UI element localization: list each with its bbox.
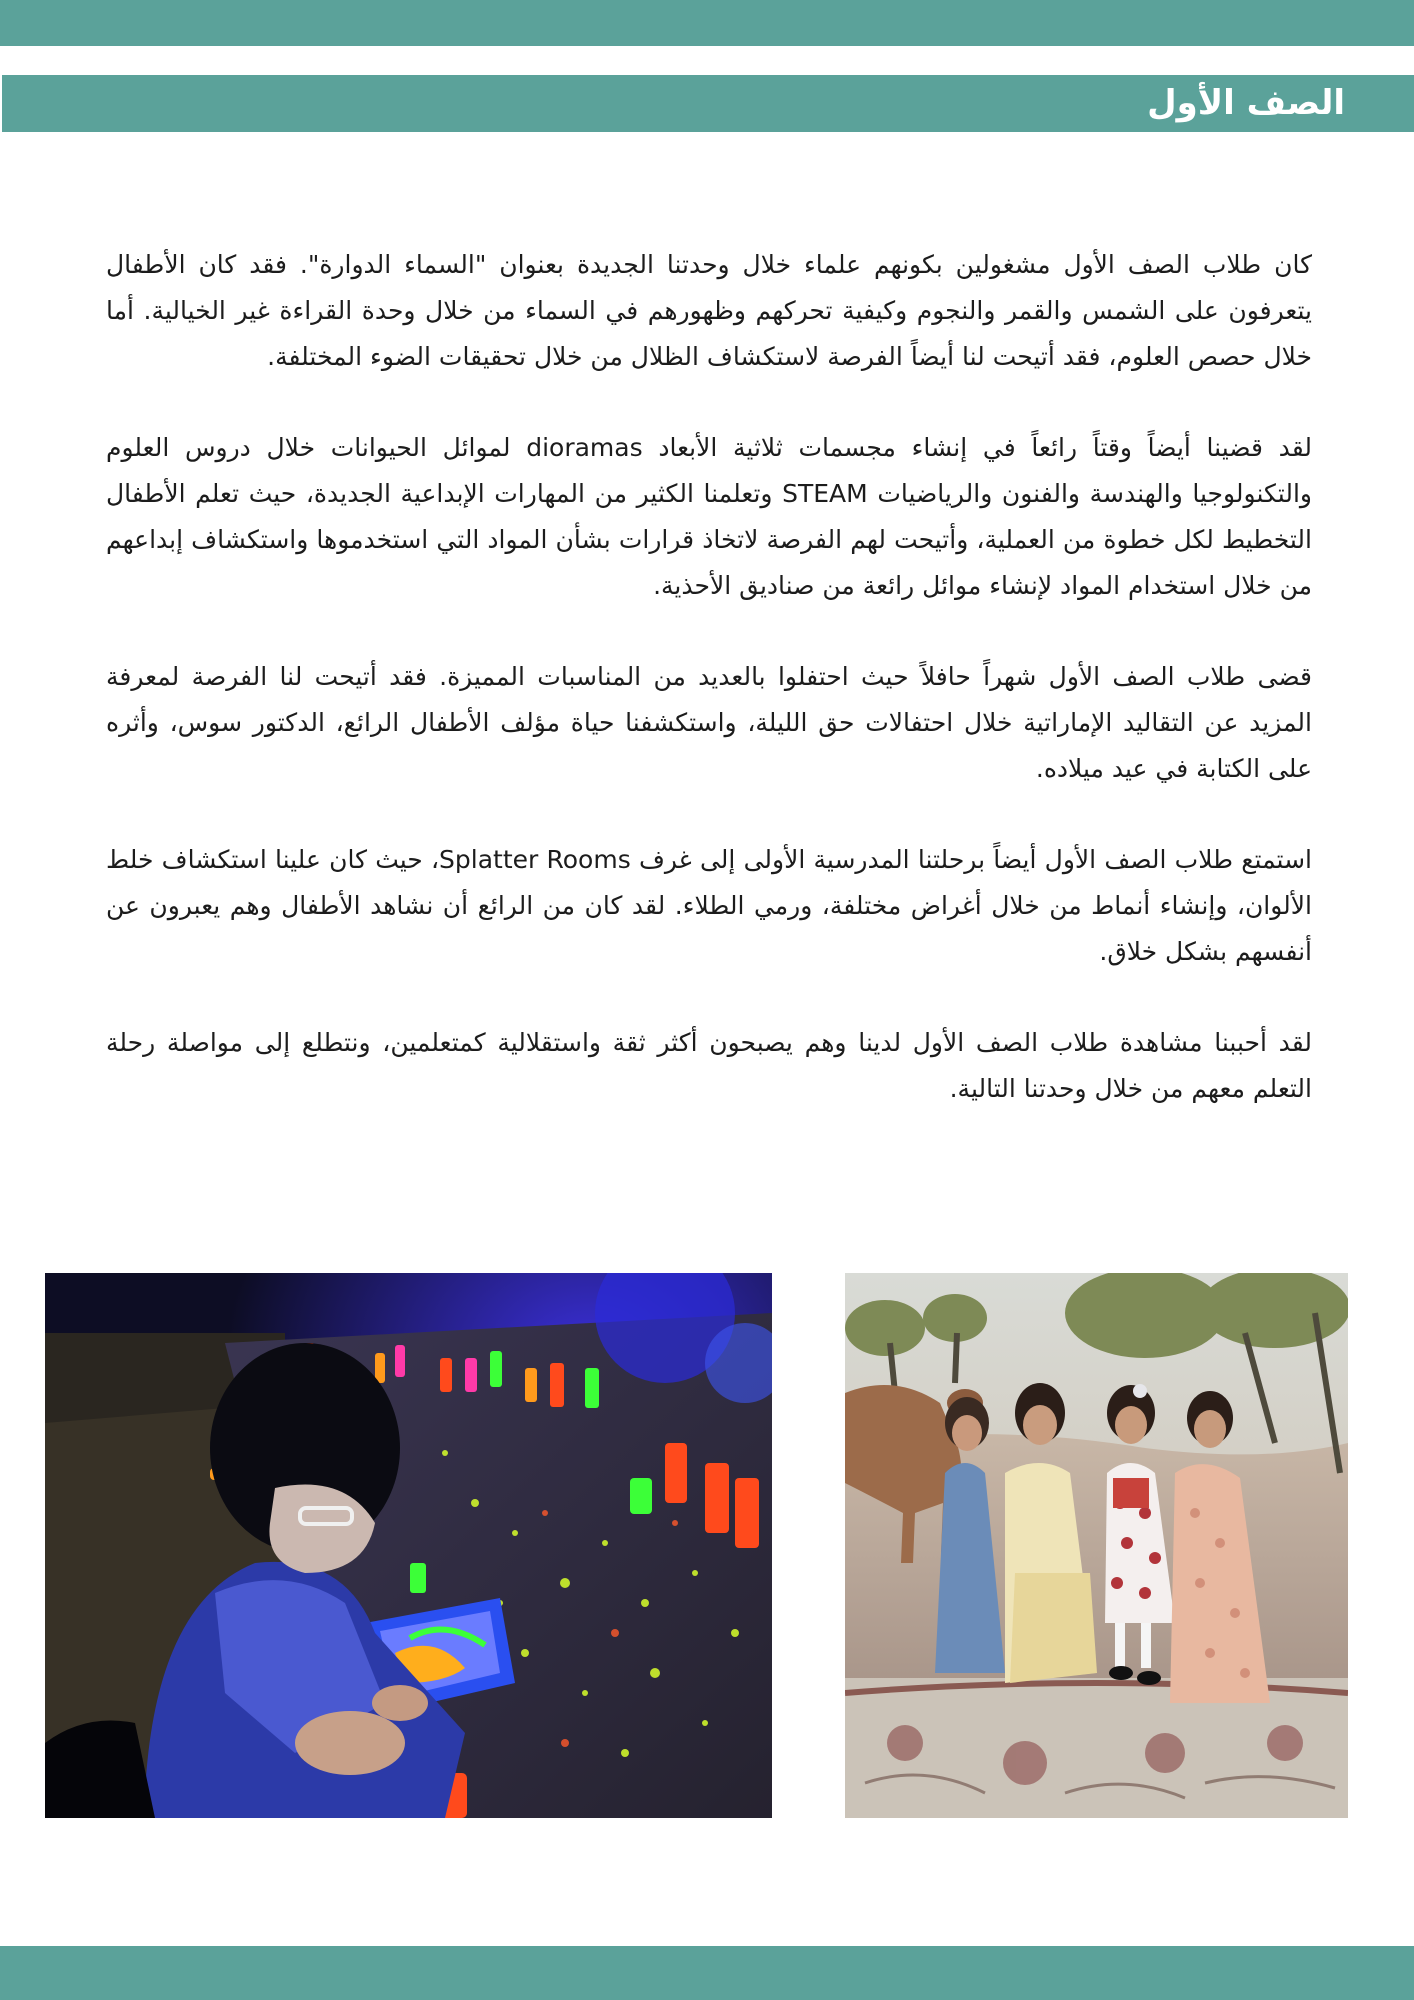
photo-haq-al-laila-girls — [845, 1273, 1348, 1818]
paragraph-celebrations: قضى طلاب الصف الأول شهراً حافلاً حيث احتفلوا بالعديد من المناسبات المميزة. فقد أتيحت لنا الفرصة لمعرفة المزيد عن التقاليد الإماراتية خلال احتفالات حق الليلة، واستكشفنا حياة مؤلف الأطفال الرائع، الدكتور سوس، وأثره على الكتابة في عيد ميلاده. — [106, 662, 1312, 783]
article-body — [106, 242, 1312, 1157]
paragraph-rotating-sky: كان طلاب الصف الأول مشغولين بكونهم علماء خلال وحدتنا الجديدة بعنوان "السماء الدوارة". فقد كان الأطفال يتعرفون على الشمس والقمر والنجوم وكيفية تحركهم وظهورهم في السماء من خلال وحدة القراءة غير الخيالية. أما خلال حصص العلوم، فقد أتيحت لنا أيضاً الفرصة لاستكشاف الظلال من خلال تحقيقات الضوء المختلفة. — [106, 250, 1312, 371]
paragraph-dioramas-steam: لقد قضينا أيضاً وقتاً رائعاً في إنشاء مجسمات ثلاثية الأبعاد dioramas لموائل الحيوانات خلال دروس العلوم والتكنولوجيا والهندسة والفنون والرياضيات STEAM وتعلمنا الكثير من المهارات الإبداعية الجديدة، حيث تعلم الأطفال التخطيط لكل خطوة من العملية، وأتيحت لهم الفرصة لاتخاذ قرارات بشأن المواد التي استخدموها واستكشاف إبداعهم من خلال استخدام المواد لإنشاء موائل رائعة من صناديق الأحذية. — [106, 433, 1312, 600]
paragraph-closing: لقد أحببنا مشاهدة طلاب الصف الأول لدينا وهم يصبحون أكثر ثقة واستقلالية كمتعلمين، ونتطلع إلى مواصلة رحلة التعلم معهم من خلال وحدتنا التالية. — [106, 1028, 1312, 1103]
bottom-decorative-bar — [0, 1946, 1414, 2000]
title-banner — [2, 75, 1414, 132]
photo-splatter-painting — [45, 1273, 772, 1818]
top-decorative-bar — [0, 0, 1414, 46]
paragraph-splatter-rooms-trip: استمتع طلاب الصف الأول أيضاً برحلتنا المدرسية الأولى إلى غرف Splatter Rooms، حيث كان علينا استكشاف خلط الألوان، وإنشاء أنماط من خلال أغراض مختلفة، ورمي الطلاء. لقد كان من الرائع أن نشاهد الأطفال وهم يعبرون عن أنفسهم بشكل خلاق. — [106, 845, 1312, 966]
page-title: الصف الأول — [1147, 83, 1345, 123]
